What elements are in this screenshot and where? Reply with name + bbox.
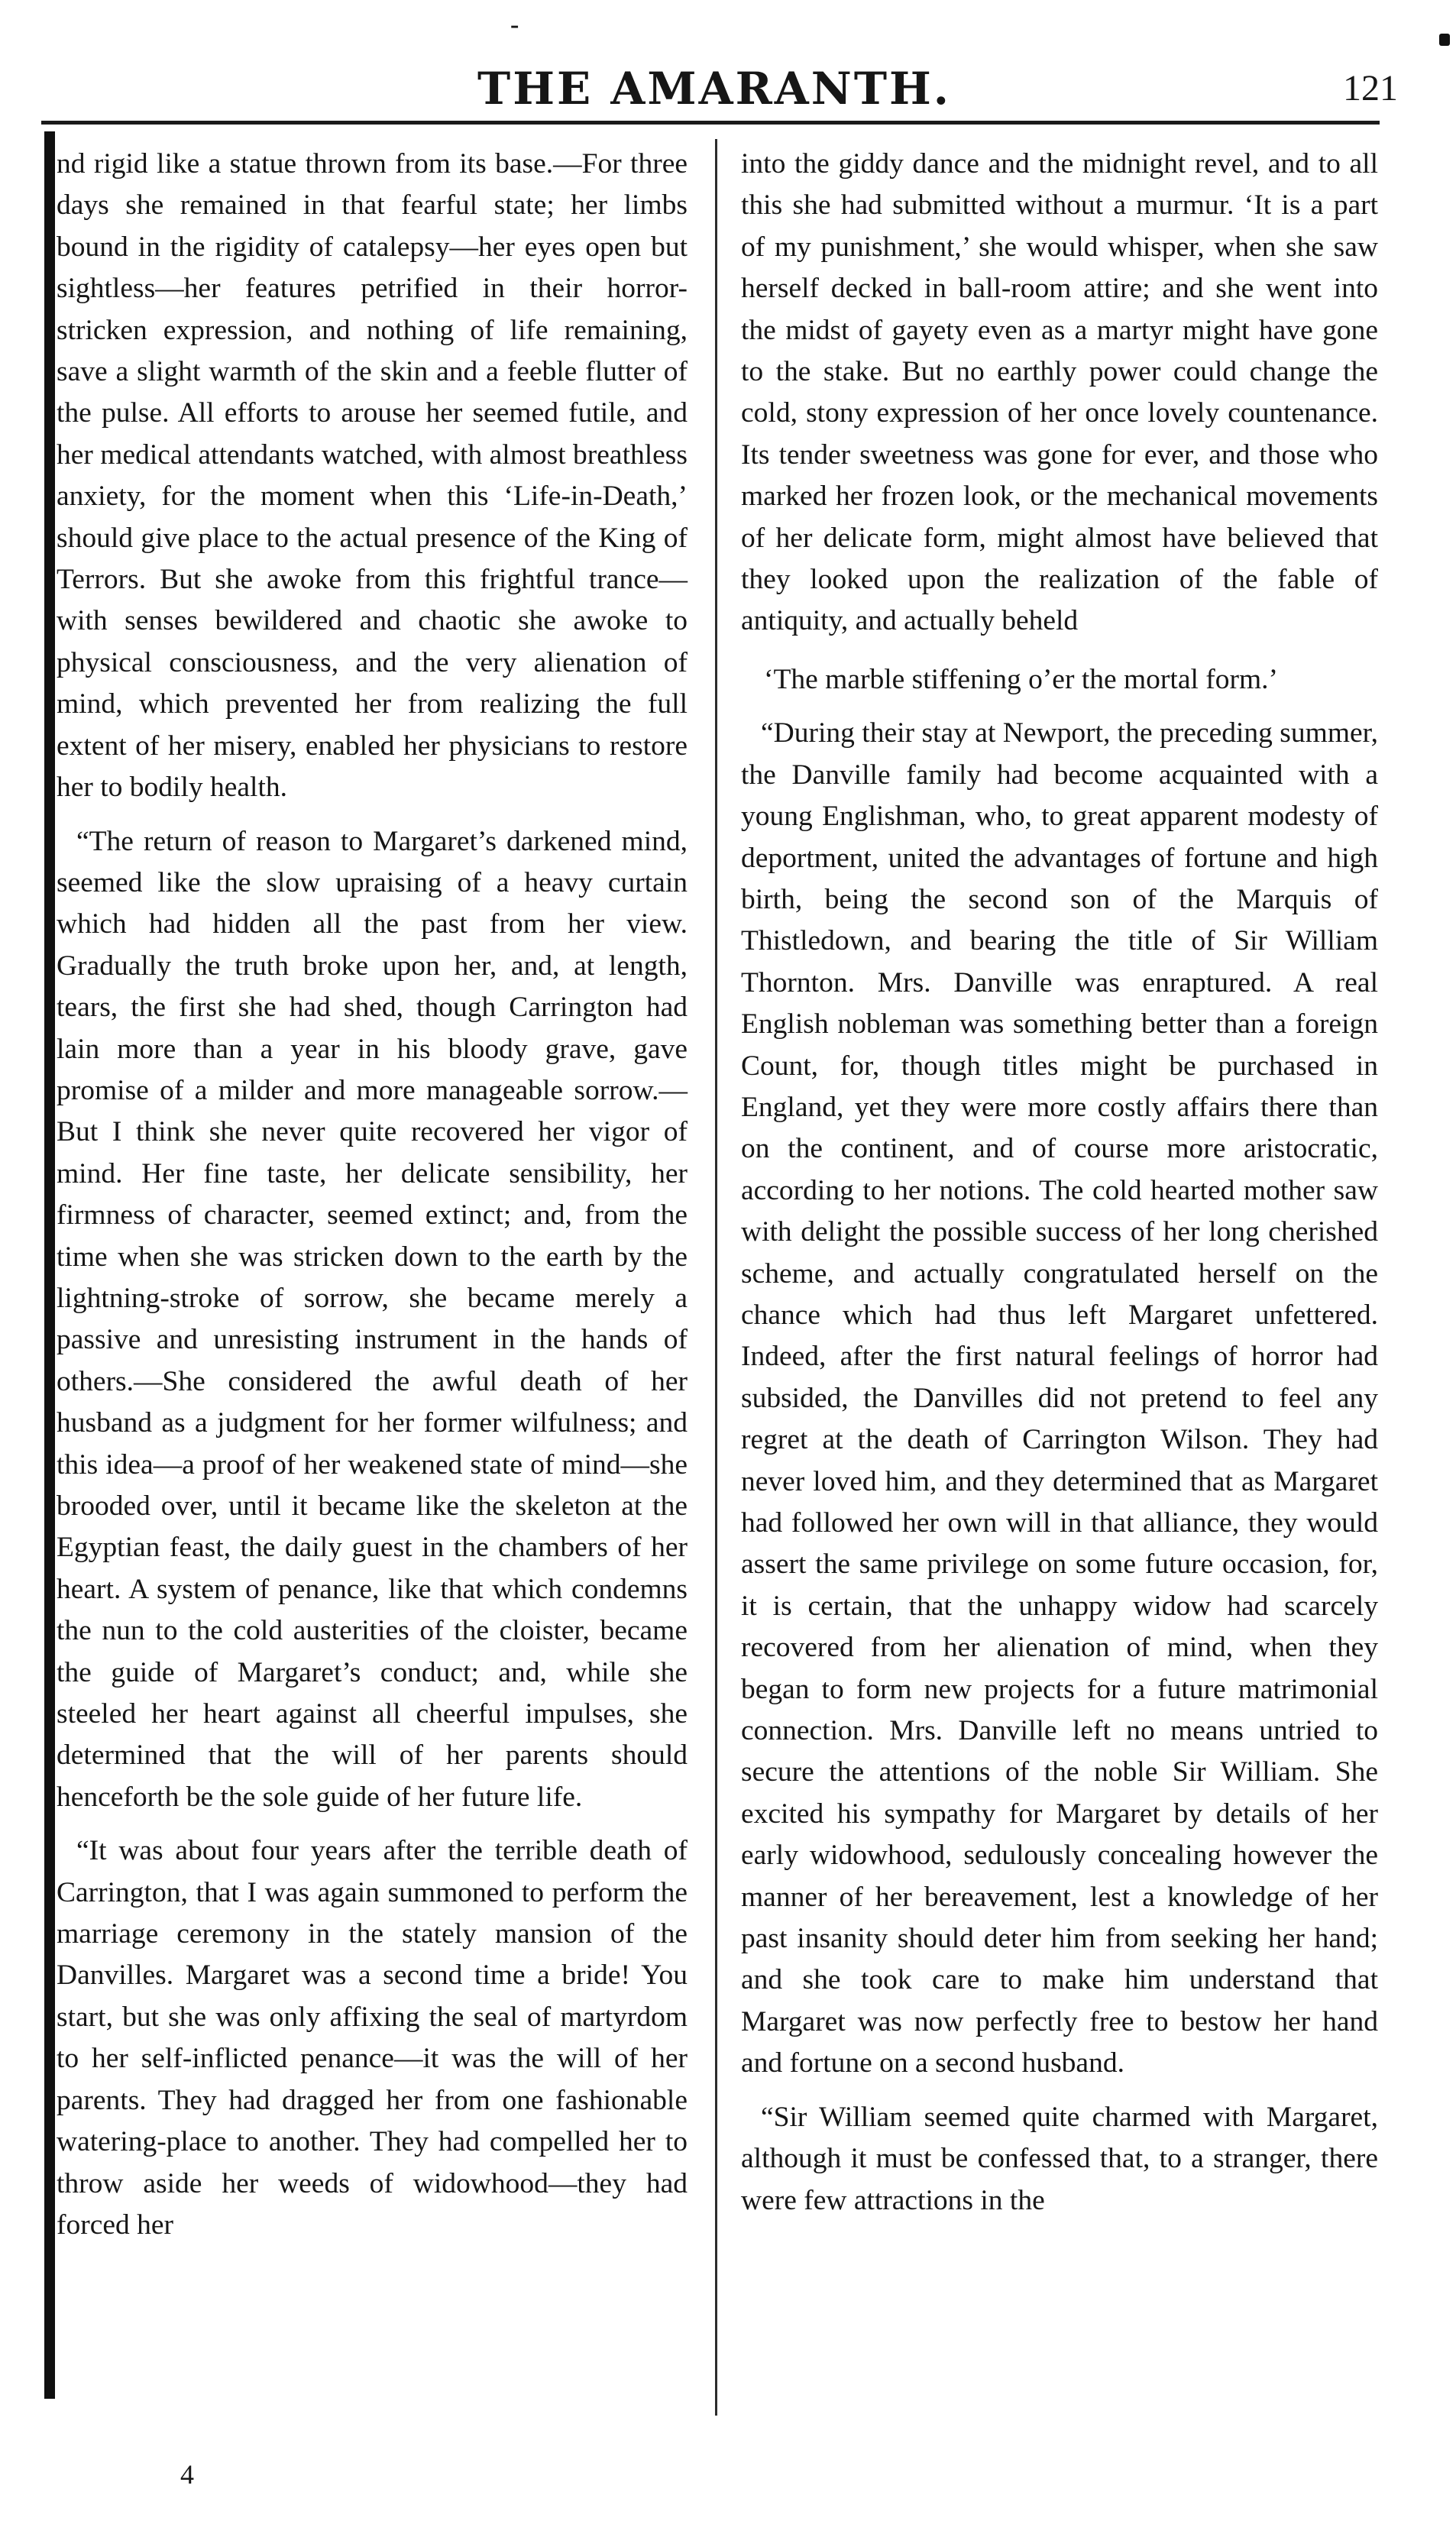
left-paragraph-1: nd rigid like a statue thrown from its base.—For three days she remained in that fearful state; her limbs bound in the rigidity of catalepsy—her eyes open but sightless—her features petrified in their horror-stricken expression, and nothing of life remaining, save a slight warmth of the skin and a feeble flutter of the pulse. All efforts to arouse her seemed futile, and her medical attendants watched, with almost breathless anxiety, for the moment when this ‘Life-in-Death,’ should give place to the actual presence of the King of Terrors. But she awoke from this frightful trance—with senses bewildered and chaotic she awoke to physical consciousness, and the very alienation of mind, which prevented her from realizing the full extent of her misery, enabled her physicians to restore her to bodily health. (57, 148, 688, 804)
left-paragraph-3: “It was about four years after the terrible death of Carrington, that I was again summoned to perform the marriage ceremony in the stately mansion of the Danvilles. Margaret was a second time a bride! You start, but she was only affixing the seal of martyrdom to her self-inflicted penance—it was the will of her parents. They had dragged her from one fashionable watering-place to another. They had compelled her to throw aside her weeds of widowhood—they had forced her (57, 1835, 688, 2241)
top-scan-mark: - (510, 11, 519, 39)
right-paragraph-3: “Sir William seemed quite charmed with Margaret, although it must be confessed that, to a stranger, there were few attractions in the (741, 2101, 1378, 2216)
binding-shadow (44, 131, 55, 2399)
left-column (57, 144, 688, 2246)
right-paragraph-2: “During their stay at Newport, the preceding summer, the Danville family had become acquainted with a young Englishman, who, to great apparent modesty of deportment, united the advantages of fortune and high birth, being the second son of the Marquis of Thistledown, and bearing the title of Sir William Thornton. Mrs. Danville was enraptured. A real English nobleman was something better than a foreign Count, for, though titles might be purchased in England, yet they were more costly affairs there than on the continent, and of course more aristocratic, according to her notions. The cold hearted mother saw with delight the possible success of her long cherished scheme, and actually congratulated herself on the chance which had thus left Margaret unfettered. Indeed, after the first natural feelings of horror had subsided, the Danvilles did not pretend to feel any regret at the death of Carrington Wilson. They had never loved him, and they determined that as Margaret had followed her own will in that alliance, they would assert the same privilege on some future occasion, for, it is certain, that the unhappy widow had scarcely recovered from her alienation of mind, when they began to form new projects for a future matrimonial connection. Mrs. Danville left no means untried to secure the attentions of the noble Sir William. She excited his sympathy for Margaret by details of her early widowhood, sedulously concealing however the manner of her bereavement, lest a knowledge of her past insanity should deter him from seeking her hand; and she took care to make him understand that Margaret was now perfectly free to bestow her hand and fortune on a second husband. (741, 717, 1378, 2079)
running-title: THE AMARANTH. (477, 63, 951, 115)
right-column (741, 144, 1378, 2222)
edge-scan-mark (1439, 34, 1450, 46)
right-paragraph-1: into the giddy dance and the midnight revel, and to all this she had submitted without a murmur. ‘It is a part of my punishment,’ she would whisper, when she saw herself decked in ball-room attire; and she went into the midst of gayety even as a martyr might have gone to the stake. But no earthly power could change the cold, stony expression of her once lovely countenance. Its tender sweetness was gone for ever, and those who marked her frozen look, or the mechanical movements of her delicate form, might almost have believed that they looked upon the realization of the fable of antiquity, and actually beheld (741, 148, 1378, 637)
verse-quotation: ‘The marble stiffening o’er the mortal form.’ (764, 663, 1279, 695)
bottom-scan-mark: 4 (180, 2459, 194, 2490)
page-number: 121 (1343, 68, 1398, 108)
left-paragraph-2: “The return of reason to Margaret’s darkened mind, seemed like the slow upraising of a heavy curtain which had hidden all the past from her view. Gradually the truth broke upon her, and, at length, tears, the first she had shed, though Carrington had lain more than a year in his bloody grave, gave promise of a milder and more manageable sorrow.—But I think she never quite recovered her vigor of mind. Her fine taste, her delicate sensibility, her firmness of character, seemed extinct; and, from the time when she was stricken down to the earth by the lightning-stroke of sorrow, she became merely a passive and unresisting instrument in the hands of others.—She considered the awful death of her husband as a judgment for her former wilfulness; and this idea—a proof of her weakened state of mind—she brooded over, until it became like the skeleton at the Egyptian feast, the daily guest in the chambers of her heart. A system of penance, like that which condemns the nun to the cold austerities of the cloister, became the guide of Margaret’s conduct; and, while she steeled her heart against all cheerful impulses, she determined that the will of her parents should henceforth be the sole guide of her future life. (57, 825, 688, 1813)
column-divider (715, 139, 717, 2416)
header-rule (41, 121, 1380, 125)
